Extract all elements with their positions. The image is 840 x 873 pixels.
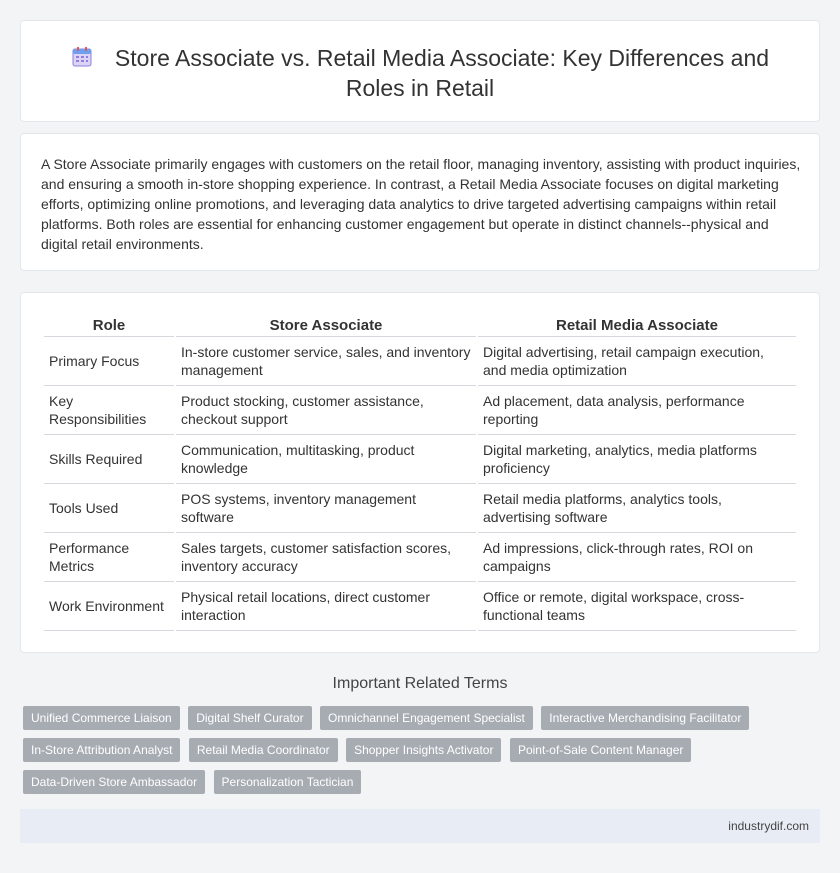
retail-media-associate-cell: Ad placement, data analysis, performance reporting: [478, 386, 796, 435]
retail-media-associate-cell: Office or remote, digital workspace, cross-functional teams: [478, 582, 796, 631]
page-title: Store Associate vs. Retail Media Associate: Key Differences and Roles in Retail: [114, 45, 770, 101]
store-associate-cell: Sales targets, customer satisfaction scores, inventory accuracy: [176, 533, 476, 582]
intro-card: [20, 133, 820, 271]
column-header-retail-media-associate: Retail Media Associate: [478, 313, 796, 337]
table-row: [44, 582, 796, 631]
row-label: Performance Metrics: [44, 533, 174, 582]
comparison-table-card: [20, 292, 820, 653]
store-associate-cell: Product stocking, customer assistance, checkout support: [176, 386, 476, 435]
row-label: Key Responsibilities: [44, 386, 174, 435]
document-icon: [71, 46, 93, 68]
table-row: [44, 337, 796, 386]
comparison-table: [42, 313, 798, 631]
related-term-tag[interactable]: Digital Shelf Curator: [188, 706, 311, 730]
header-card: [20, 20, 820, 122]
retail-media-associate-cell: Digital marketing, analytics, media platforms proficiency: [478, 435, 796, 484]
related-term-tag[interactable]: Personalization Tactician: [214, 770, 362, 794]
retail-media-associate-cell: Retail media platforms, analytics tools, advertising software: [478, 484, 796, 533]
related-term-tag[interactable]: Retail Media Coordinator: [189, 738, 338, 762]
table-row: [44, 484, 796, 533]
store-associate-cell: In-store customer service, sales, and inventory management: [176, 337, 476, 386]
related-term-tag[interactable]: Data-Driven Store Ambassador: [23, 770, 205, 794]
intro-paragraph: A Store Associate primarily engages with customers on the retail floor, managing inventory, assisting with product inquiries, and ensuring a smooth in-store shopping experience. In contrast, a Retail Media Associate focuses on digital marketing efforts, optimizing online promotions, and leveraging data analytics to drive targeted advertising campaigns within retail platforms. Both roles are essential for enhancing customer engagement but operate in distinct channels--physical and digital retail environments.: [41, 156, 801, 252]
row-label: Skills Required: [44, 435, 174, 484]
retail-media-associate-cell: Ad impressions, click-through rates, ROI on campaigns: [478, 533, 796, 582]
column-header-role: Role: [44, 313, 174, 337]
table-row: [44, 435, 796, 484]
table-header-row: [44, 313, 796, 337]
column-header-store-associate: Store Associate: [176, 313, 476, 337]
related-terms-title: Important Related Terms: [332, 675, 508, 692]
related-term-tag[interactable]: Point-of-Sale Content Manager: [510, 738, 691, 762]
footer: [20, 809, 820, 843]
related-term-tag[interactable]: Interactive Merchandising Facilitator: [541, 706, 749, 730]
related-term-tag[interactable]: Omnichannel Engagement Specialist: [320, 706, 533, 730]
row-label: Tools Used: [44, 484, 174, 533]
related-term-tag[interactable]: Shopper Insights Activator: [346, 738, 501, 762]
row-label: Work Environment: [44, 582, 174, 631]
store-associate-cell: Physical retail locations, direct customer interaction: [176, 582, 476, 631]
row-label: Primary Focus: [44, 337, 174, 386]
related-term-tag[interactable]: In-Store Attribution Analyst: [23, 738, 180, 762]
store-associate-cell: Communication, multitasking, product knowledge: [176, 435, 476, 484]
footer-site-link[interactable]: industrydif.com: [728, 819, 809, 833]
related-term-tag[interactable]: Unified Commerce Liaison: [23, 706, 180, 730]
page-title-wrap: [21, 43, 819, 103]
related-terms-list: [23, 706, 783, 802]
table-row: [44, 533, 796, 582]
table-row: [44, 386, 796, 435]
retail-media-associate-cell: Digital advertising, retail campaign execution, and media optimization: [478, 337, 796, 386]
store-associate-cell: POS systems, inventory management software: [176, 484, 476, 533]
